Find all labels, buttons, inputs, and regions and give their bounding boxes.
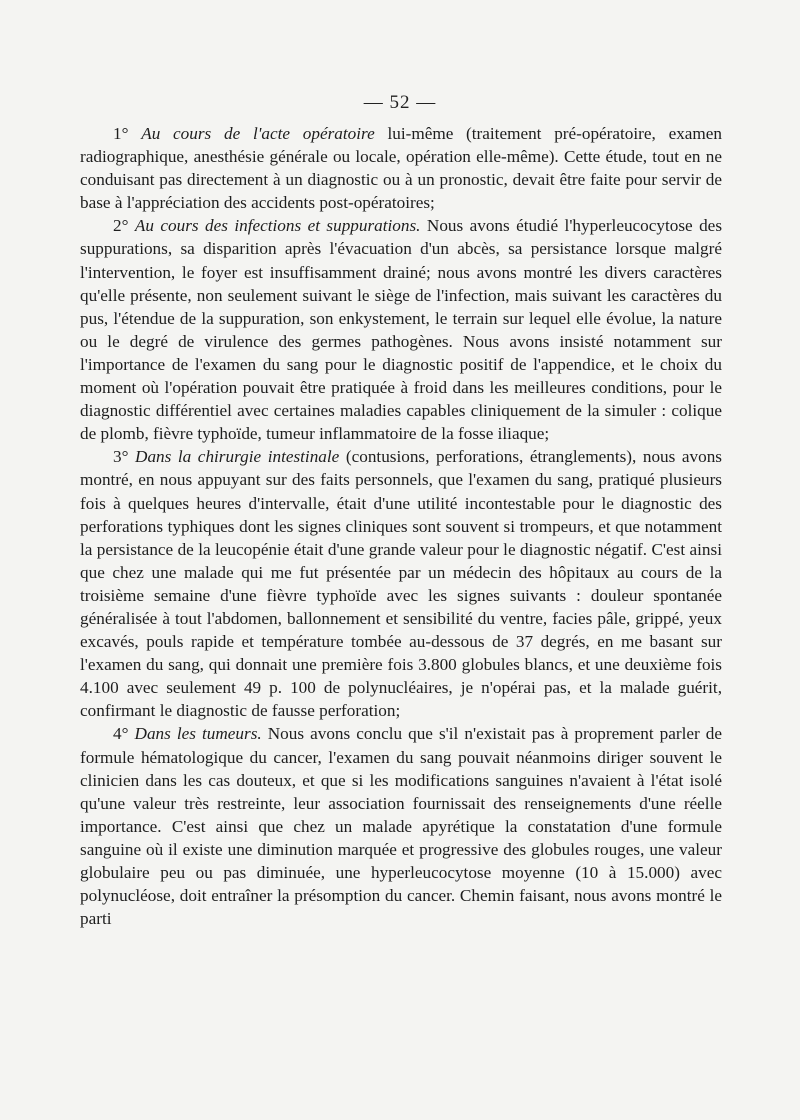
paragraph-4-text: Nous avons conclu que s'il n'existait pas à proprement parler de formule hématologique du cancer, l'examen du sang pouvait néanmoins diriger souvent le clinicien dans les cas douteux, et que si les modifications sanguines n'avaient à l'état isolé qu'une valeur très restreinte, leur association fournissait des renseignements d'une réelle importance. C'est ainsi que chez un malade apyrétique la constatation d'une formule sanguine où il existe une diminution marquée et progressive des globules rouges, une valeur globulaire peu ou pas diminuée, une hyperleucocytose moyenne (10 à 15.000) avec polynucléose, doit entraîner la présomption du cancer. Chemin faisant, nous avons montré le parti xyxy=(80,724,723,929)
paragraph-1-text: lui-même (traitement pré-opératoire, examen radiographique, anesthésie générale ou locale, opération elle-même). Cette étude, tout en ne conduisant pas directement à un diagnostic ou à un pronostic, devait être faite pour servir de base à l'appréciation des accidents post-opératoires; xyxy=(80,124,723,213)
page-number: — 52 — xyxy=(363,92,437,113)
body-text xyxy=(80,122,722,930)
paragraph-2-heading: Au cours des infections et suppurations. xyxy=(134,216,421,236)
paragraph-1 xyxy=(80,122,722,214)
paragraph-4 xyxy=(80,722,722,930)
paragraph-2 xyxy=(80,214,722,445)
paragraph-3-text: (contusions, perforations, étranglements), nous avons montré, en nous appuyant sur des faits personnels, que l'examen du sang, pratiqué plusieurs fois à quelques heures d'intervalle, était d'une utilité incontestable pour le diagnostic des perforations typhiques dont les signes cliniques sont souvent si trompeurs, et que notamment la persistance de la leucopénie était d'une grande valeur pour le diagnostic négatif. C'est ainsi que chez une malade qui me fut présentée par un médecin des hôpitaux au cours de la troisième semaine d'une fièvre typhoïde avec les signes suivants : douleur spontanée généralisée à tout l'abdomen, ballonnement et sensibilité du ventre, facies pâle, grippé, yeux excavés, pouls rapide et température tombée au-dessous de 37 degrés, en me basant sur l'examen du sang, qui donnait une première fois 3.800 globules blancs, et une deuxième fois 4.100 avec seulement 49 p. 100 de polynucléaires, je n'opérai pas, et la malade guérit, confirmant le diagnostic de fausse perforation; xyxy=(80,447,722,721)
paragraph-1-number: 1° xyxy=(113,124,129,143)
paragraph-2-number: 2° xyxy=(113,216,129,236)
paragraph-4-heading: Dans les tumeurs. xyxy=(134,724,262,744)
paragraph-3-heading: Dans la chirurgie intestinale xyxy=(135,447,340,467)
paragraph-1-heading: Au cours de l'acte opératoire xyxy=(141,124,375,143)
paragraph-2-text: Nous avons étudié l'hyperleucocytose des suppurations, sa disparition après l'évacuation d'un abcès, sa persistance lorsque malgré l'intervention, le foyer est insuffisamment drainé; nous avons montré les divers caractères qu'elle présente, non seulement suivant le siège de l'infection, mais suivant les caractères du pus, l'étendue de la suppuration, son enkystement, le terrain sur lequel elle évolue, la nature ou le degré de virulence des germes pathogènes. Nous avons insisté notamment sur l'importance de l'examen du sang pour le diagnostic positif de l'appendice, et le choix du moment où l'opération pouvait être pratiquée à froid dans les meilleures conditions, pour le diagnostic différentiel avec certaines maladies capables cliniquement de la simuler : colique de plomb, fièvre typhoïde, tumeur inflammatoire de la fosse iliaque; xyxy=(80,216,723,444)
paragraph-3 xyxy=(80,445,722,722)
paragraph-3-number: 3° xyxy=(113,447,129,467)
paragraph-4-number: 4° xyxy=(113,724,129,744)
